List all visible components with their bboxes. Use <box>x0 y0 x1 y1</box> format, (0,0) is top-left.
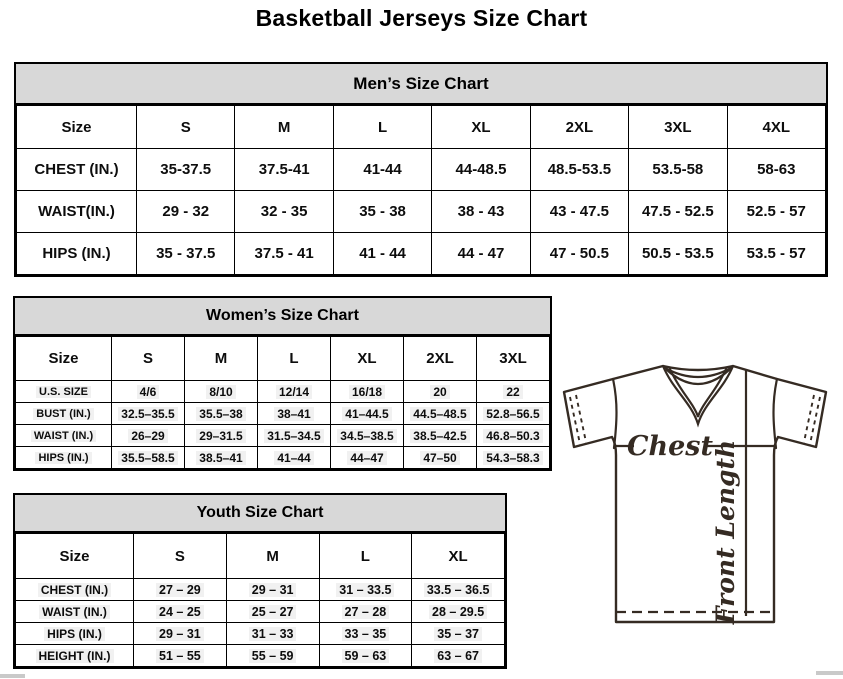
womens-size-chart <box>13 296 552 471</box>
value-cell: 31 – 33 <box>226 623 319 645</box>
value-cell: 29 - 32 <box>137 191 235 233</box>
column-header: XL <box>432 106 530 149</box>
column-header: XL <box>412 534 505 579</box>
value-cell: 29 – 31 <box>226 579 319 601</box>
jersey-measurement-diagram <box>556 360 838 626</box>
value-cell: 35-37.5 <box>137 149 235 191</box>
value-cell: 59 – 63 <box>319 645 412 667</box>
value-cell: 27 – 29 <box>134 579 227 601</box>
value-cell: 35 - 37.5 <box>137 233 235 275</box>
value-cell: 50.5 - 53.5 <box>629 233 727 275</box>
value-cell: 47 - 50.5 <box>530 233 628 275</box>
column-header: Size <box>16 337 112 381</box>
table-row <box>16 403 550 425</box>
jersey-diagram-svg <box>556 360 838 626</box>
table-row <box>16 601 505 623</box>
column-header: Size <box>16 534 134 579</box>
value-cell: 34.5–38.5 <box>331 425 404 447</box>
horizontal-scrollbar-fragment-right[interactable] <box>816 671 843 675</box>
value-cell: 54.3–58.3 <box>477 447 550 469</box>
row-label: BUST (IN.) <box>16 403 112 425</box>
column-header: S <box>137 106 235 149</box>
row-label: WAIST(IN.) <box>17 191 137 233</box>
row-label: U.S. SIZE <box>16 381 112 403</box>
column-header: Size <box>17 106 137 149</box>
value-cell: 26–29 <box>112 425 185 447</box>
table-row <box>17 149 826 191</box>
value-cell: 44.5–48.5 <box>404 403 477 425</box>
value-cell: 48.5-53.5 <box>530 149 628 191</box>
table-row <box>16 579 505 601</box>
column-header-row <box>16 337 550 381</box>
column-header: L <box>333 106 431 149</box>
youth-size-chart <box>13 493 507 669</box>
value-cell: 35.5–58.5 <box>112 447 185 469</box>
column-header: 2XL <box>530 106 628 149</box>
table-row <box>16 447 550 469</box>
column-header: 4XL <box>727 106 825 149</box>
value-cell: 37.5 - 41 <box>235 233 333 275</box>
value-cell: 31.5–34.5 <box>258 425 331 447</box>
value-cell: 35 – 37 <box>412 623 505 645</box>
column-header: L <box>258 337 331 381</box>
table-row <box>17 233 826 275</box>
value-cell: 52.5 - 57 <box>727 191 825 233</box>
value-cell: 52.8–56.5 <box>477 403 550 425</box>
table-row <box>16 381 550 403</box>
value-cell: 38 - 43 <box>432 191 530 233</box>
value-cell: 37.5-41 <box>235 149 333 191</box>
mens-size-chart <box>14 62 828 277</box>
value-cell: 38–41 <box>258 403 331 425</box>
row-label: HIPS (IN.) <box>16 623 134 645</box>
row-label: CHEST (IN.) <box>16 579 134 601</box>
column-header: 3XL <box>477 337 550 381</box>
horizontal-scrollbar-fragment-left[interactable] <box>0 674 25 678</box>
value-cell: 41–44.5 <box>331 403 404 425</box>
value-cell: 20 <box>404 381 477 403</box>
mens-chart-title: Men’s Size Chart <box>16 64 826 105</box>
value-cell: 43 - 47.5 <box>530 191 628 233</box>
womens-chart-title: Women’s Size Chart <box>15 298 550 336</box>
value-cell: 33.5 – 36.5 <box>412 579 505 601</box>
value-cell: 41 - 44 <box>333 233 431 275</box>
table-row <box>16 623 505 645</box>
column-header: 3XL <box>629 106 727 149</box>
value-cell: 47–50 <box>404 447 477 469</box>
column-header: M <box>235 106 333 149</box>
table-row <box>17 191 826 233</box>
value-cell: 35.5–38 <box>185 403 258 425</box>
column-header-row <box>17 106 826 149</box>
value-cell: 35 - 38 <box>333 191 431 233</box>
row-label: WAIST (IN.) <box>16 425 112 447</box>
womens-size-table <box>15 336 550 469</box>
value-cell: 63 – 67 <box>412 645 505 667</box>
value-cell: 27 – 28 <box>319 601 412 623</box>
value-cell: 44-48.5 <box>432 149 530 191</box>
value-cell: 32.5–35.5 <box>112 403 185 425</box>
value-cell: 25 – 27 <box>226 601 319 623</box>
value-cell: 44–47 <box>331 447 404 469</box>
row-label: WAIST (IN.) <box>16 601 134 623</box>
page-title: Basketball Jerseys Size Chart <box>255 5 588 31</box>
value-cell: 4/6 <box>112 381 185 403</box>
value-cell: 16/18 <box>331 381 404 403</box>
value-cell: 31 – 33.5 <box>319 579 412 601</box>
row-label: HEIGHT (IN.) <box>16 645 134 667</box>
column-header: M <box>226 534 319 579</box>
value-cell: 32 - 35 <box>235 191 333 233</box>
value-cell: 53.5-58 <box>629 149 727 191</box>
table-row <box>16 425 550 447</box>
value-cell: 51 – 55 <box>134 645 227 667</box>
value-cell: 24 – 25 <box>134 601 227 623</box>
value-cell: 55 – 59 <box>226 645 319 667</box>
value-cell: 58-63 <box>727 149 825 191</box>
row-label: CHEST (IN.) <box>17 149 137 191</box>
column-header: M <box>185 337 258 381</box>
chest-label: Chest <box>627 431 713 462</box>
value-cell: 22 <box>477 381 550 403</box>
front-length-label: Front Length <box>711 439 740 625</box>
value-cell: 28 – 29.5 <box>412 601 505 623</box>
table-row <box>16 645 505 667</box>
youth-chart-title: Youth Size Chart <box>15 495 505 533</box>
value-cell: 8/10 <box>185 381 258 403</box>
column-header: 2XL <box>404 337 477 381</box>
value-cell: 46.8–50.3 <box>477 425 550 447</box>
value-cell: 41-44 <box>333 149 431 191</box>
youth-size-table <box>15 533 505 667</box>
value-cell: 41–44 <box>258 447 331 469</box>
value-cell: 47.5 - 52.5 <box>629 191 727 233</box>
column-header: XL <box>331 337 404 381</box>
value-cell: 53.5 - 57 <box>727 233 825 275</box>
mens-size-table <box>16 105 826 275</box>
jersey-outline <box>564 366 826 622</box>
value-cell: 38.5–42.5 <box>404 425 477 447</box>
row-label: HIPS (IN.) <box>16 447 112 469</box>
value-cell: 12/14 <box>258 381 331 403</box>
value-cell: 29 – 31 <box>134 623 227 645</box>
value-cell: 29–31.5 <box>185 425 258 447</box>
column-header: S <box>112 337 185 381</box>
value-cell: 44 - 47 <box>432 233 530 275</box>
column-header: L <box>319 534 412 579</box>
column-header: S <box>134 534 227 579</box>
row-label: HIPS (IN.) <box>17 233 137 275</box>
column-header-row <box>16 534 505 579</box>
value-cell: 33 – 35 <box>319 623 412 645</box>
value-cell: 38.5–41 <box>185 447 258 469</box>
